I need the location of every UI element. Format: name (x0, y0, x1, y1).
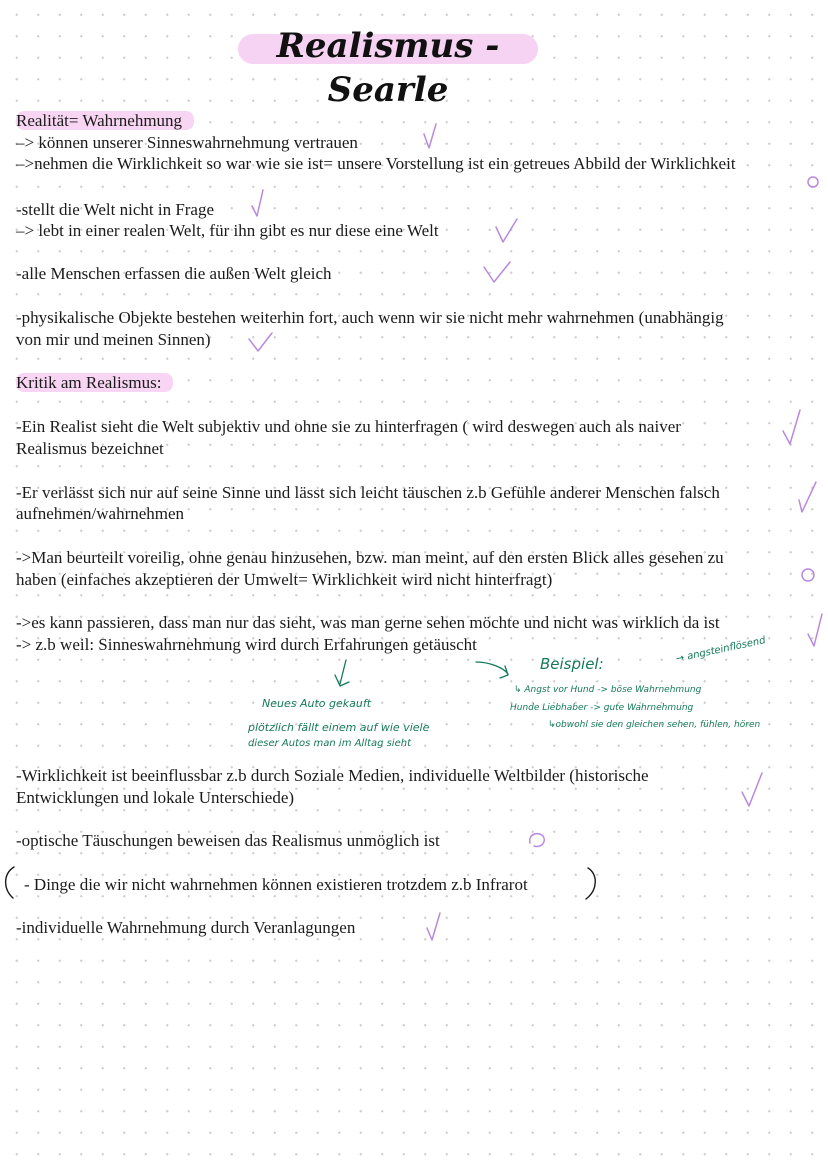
handwritten-note: Beispiel: (540, 655, 604, 673)
handwritten-note: Hunde Liebhaber -> gute Wahrnehmung (510, 703, 694, 713)
check-mark-icon (496, 219, 517, 242)
page-title: Realismus - Searle (276, 26, 500, 110)
check-mark-icon (484, 262, 510, 282)
arrow-down-icon (335, 660, 349, 686)
text-line: –> können unserer Sinneswahrnehmung vertrauen (16, 133, 358, 152)
check-mark-icon (742, 773, 762, 806)
check-mark-icon (808, 614, 822, 646)
text-line: -Er verlässt sich nur auf seine Sinne und lässt sich leicht täuschen z.b Gefühle anderer Menschen falsch (16, 483, 720, 502)
handwritten-note: ↳obwohl sie den gleichen sehen, fühlen, hören (548, 720, 761, 730)
text-line: haben (einfaches akzeptieren der Umwelt= Wirklichkeit wird nicht hinterfragt) (16, 570, 553, 589)
text-line: -alle Menschen erfassen die außen Welt gleich (16, 264, 332, 283)
heading-realitaet: Realität= Wahrnehmung (16, 111, 194, 130)
check-mark-icon (424, 124, 436, 148)
text-line: –> lebt in einer realen Welt, für ihn gibt es nur diese eine Welt (16, 221, 439, 240)
check-mark-icon (249, 333, 272, 351)
text-line: - Dinge die wir nicht wahrnehmen können existieren trotzdem z.b Infrarot (24, 875, 528, 894)
handwritten-note: plötzlich fällt einem auf wie viele (248, 721, 430, 734)
bracket-left-icon (6, 867, 14, 898)
text-line: ->es kann passieren, dass man nur das sieht, was man gerne sehen möchte und nicht was wirklich da ist (16, 613, 720, 632)
handwritten-note: dieser Autos man im Alltag sieht (248, 738, 411, 749)
text-line: -physikalische Objekte bestehen weiterhin fort, auch wenn wir sie nicht mehr wahrnehmen (unabhängig (16, 308, 724, 327)
handwritten-note: ↳ Angst vor Hund -> böse Wahrnehmung (514, 685, 702, 695)
bracket-right-icon (586, 868, 595, 899)
text-line: -stellt die Welt nicht in Frage (16, 200, 215, 219)
check-mark-icon (252, 190, 263, 216)
handwritten-note: → angsteinflösend (674, 635, 767, 665)
text-line: -individuelle Wahrnehmung durch Veranlagungen (16, 918, 356, 937)
heading-kritik: Kritik am Realismus: (16, 373, 173, 392)
text-line: -> z.b weil: Sinneswahrnehmung wird durch Erfahrungen getäuscht (16, 635, 477, 654)
arrow-down-icon (476, 662, 508, 678)
text-line: aufnehmen/wahrnehmen (16, 504, 185, 523)
check-mark-icon (427, 913, 440, 940)
text-line: -Ein Realist sieht die Welt subjektiv und ohne sie zu hinterfragen ( wird deswegen auch als naiver (16, 417, 681, 436)
text-line: -Wirklichkeit ist beeinflussbar z.b durch Soziale Medien, individuelle Weltbilder (historische (16, 766, 649, 785)
handwritten-note: Neues Auto gekauft (262, 697, 372, 710)
text-line: Entwicklungen und lokale Unterschiede) (16, 788, 295, 807)
text-line: von mir und meinen Sinnen) (16, 330, 211, 349)
check-mark-icon (799, 482, 816, 512)
circle-mark-icon (530, 834, 545, 847)
text-line: ->Man beurteilt voreilig, ohne genau hinzusehen, bzw. man meint, auf den ersten Blick alles gesehen zu (16, 548, 724, 567)
circle-mark-icon (802, 569, 814, 581)
circle-mark-icon (808, 177, 818, 187)
check-mark-icon (783, 410, 800, 444)
text-line: Realismus bezeichnet (16, 439, 164, 458)
text-line: -optische Täuschungen beweisen das Realismus unmöglich ist (16, 831, 440, 850)
text-line: –>nehmen die Wirklichkeit so war wie sie ist= unsere Vorstellung ist ein getreues Abbild der Wirklichkeit (16, 154, 736, 173)
